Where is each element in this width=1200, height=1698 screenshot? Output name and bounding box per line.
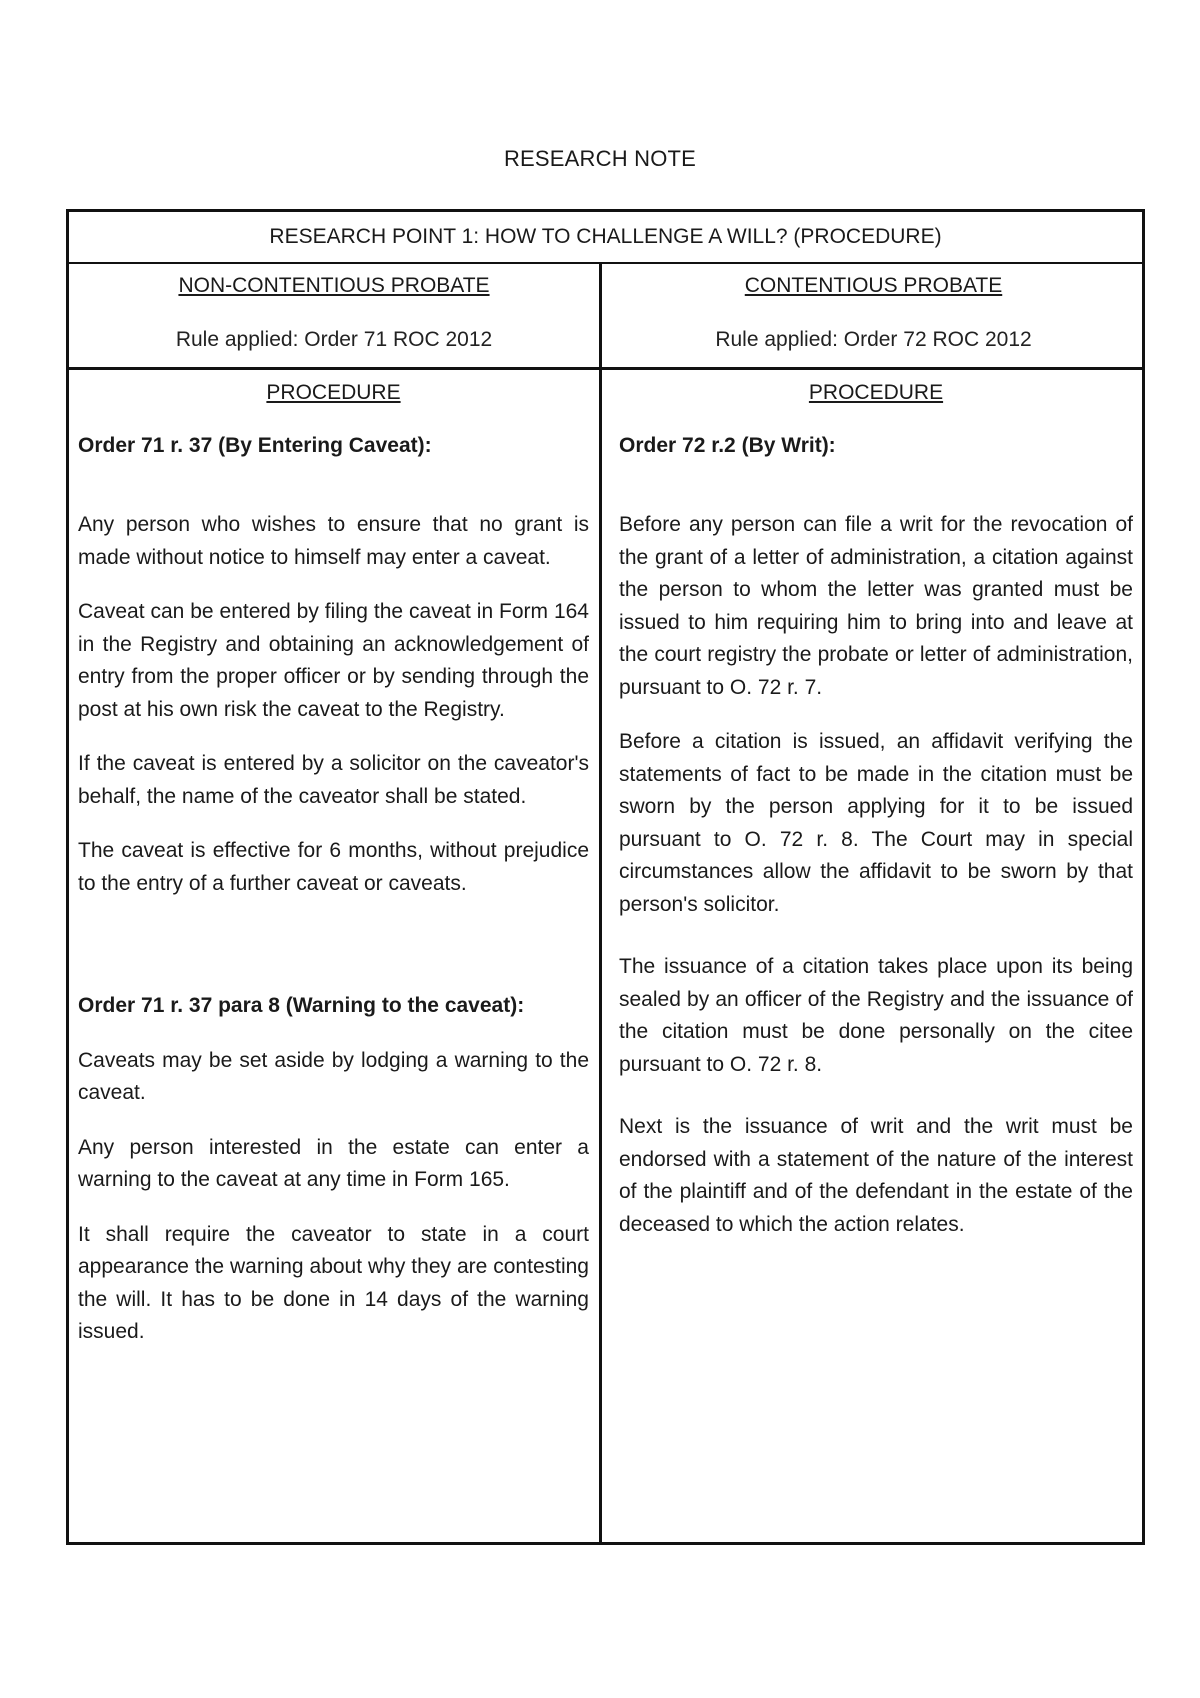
paragraph: Next is the issuance of writ and the writ must be endorsed with a statement of the nature of the interest of the plaintiff and of the defendant in the estate of the deceased to which the action relates.	[619, 1115, 1133, 1236]
non-contentious-title: NON-CONTENTIOUS PROBATE	[178, 274, 490, 297]
paragraph: The caveat is effective for 6 months, without prejudice to the entry of a further caveat or caveats.	[78, 839, 589, 895]
paragraph: Before any person can file a writ for the revocation of the grant of a letter of administration, a citation against the person to whom the letter was granted must be issued to him requiring him to bring into and leave at the court registry the probate or letter of administration, pursuant to O. 72 r. 7.	[619, 513, 1133, 699]
contentious-procedure-column	[619, 378, 1133, 1263]
row-divider	[69, 367, 1142, 370]
paragraph: Before a citation is issued, an affidavit verifying the statements of fact to be made in the citation must be sworn by the person applying for it to be issued pursuant to O. 72 r. 8. The Court may in special circumstances allow the affidavit to be sworn by that person's solicitor.	[619, 730, 1133, 916]
non-contentious-procedure-column	[78, 378, 589, 1371]
paragraph: If the caveat is entered by a solicitor on the caveator's behalf, the name of the caveator shall be stated.	[78, 752, 589, 808]
order-72-r2-heading: Order 72 r.2 (By Writ):	[619, 434, 836, 457]
research-table	[66, 209, 1145, 1545]
contentious-rule: Rule applied: Order 72 ROC 2012	[715, 328, 1032, 351]
paragraph: Caveats may be set aside by lodging a warning to the caveat.	[78, 1048, 589, 1104]
paragraph: It shall require the caveator to state in a court appearance the warning about why they are contesting the will. It has to be done in 14 days of the warning issued.	[78, 1222, 589, 1343]
page-title: RESEARCH NOTE	[503, 146, 697, 171]
paragraph: Any person who wishes to ensure that no grant is made without notice to himself may enter a caveat.	[78, 513, 589, 569]
research-point-heading: RESEARCH POINT 1: HOW TO CHALLENGE A WILL? (PROCEDURE)	[69, 212, 1142, 264]
contentious-title: CONTENTIOUS PROBATE	[744, 274, 1003, 297]
order-71-r37-para8-heading: Order 71 r. 37 para 8 (Warning to the caveat):	[78, 994, 525, 1017]
paragraph: The issuance of a citation takes place upon its being sealed by an officer of the Registry and the issuance of the citation must be done personally on the citee pursuant to O. 72 r. 8.	[619, 955, 1133, 1076]
paragraph: Any person interested in the estate can enter a warning to the caveat at any time in Form 165.	[78, 1135, 589, 1191]
non-contentious-rule: Rule applied: Order 71 ROC 2012	[175, 328, 493, 351]
column-divider	[599, 264, 602, 1542]
paragraph: Caveat can be entered by filing the caveat in Form 164 in the Registry and obtaining an acknowledgement of entry from the proper officer or by sending through the post at his own risk the caveat to the Registry.	[78, 600, 589, 721]
procedure-heading: PROCEDURE	[808, 381, 944, 404]
order-71-r37-heading: Order 71 r. 37 (By Entering Caveat):	[78, 434, 432, 457]
procedure-heading: PROCEDURE	[266, 381, 401, 404]
contentious-header-cell	[602, 272, 1145, 354]
non-contentious-header-cell	[69, 272, 599, 354]
